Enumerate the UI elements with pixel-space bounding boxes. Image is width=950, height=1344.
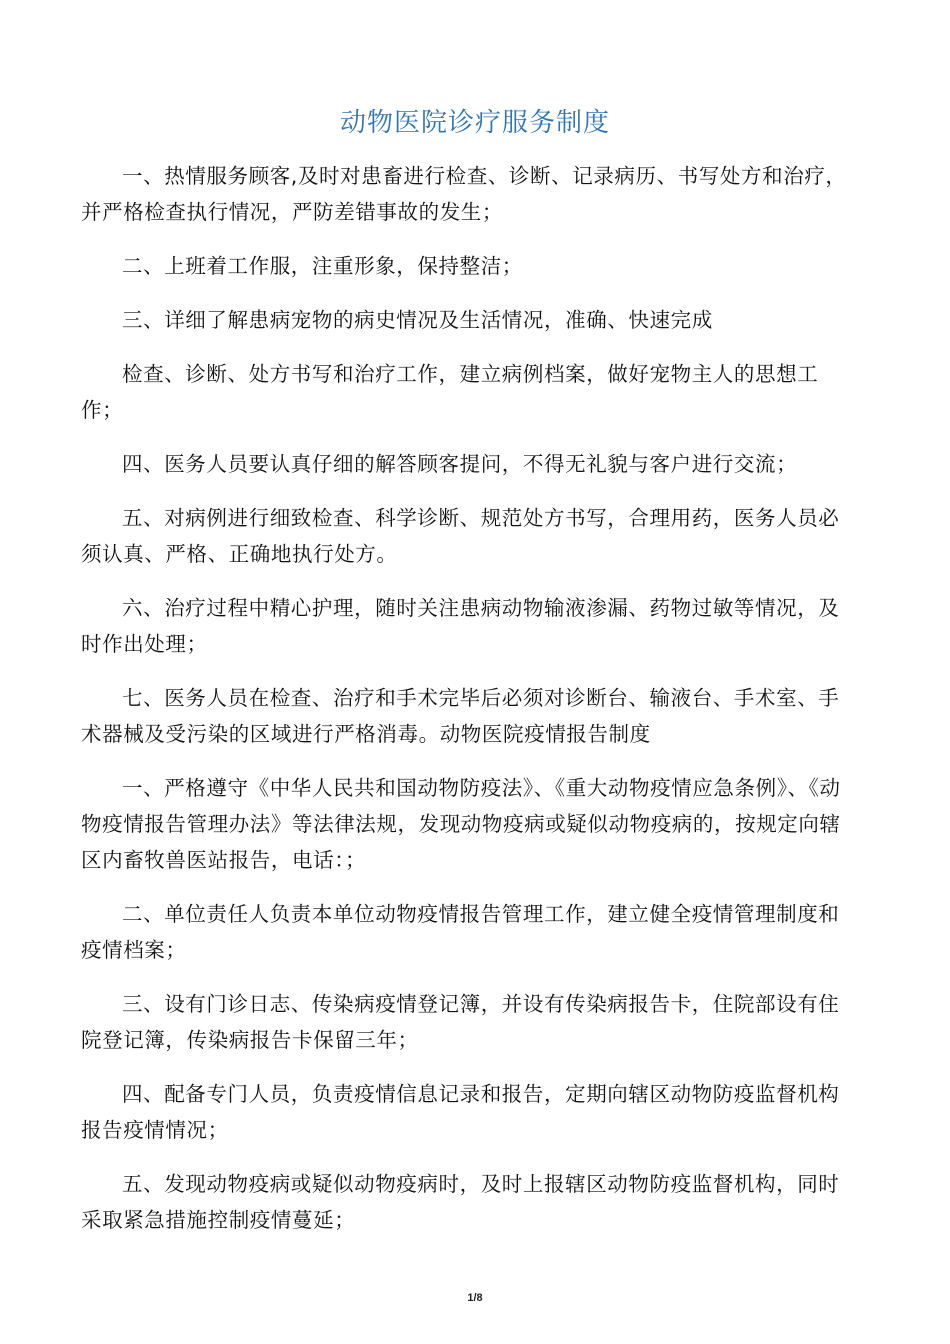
document-body [81,158,857,1256]
paragraph-report-4: 四、配备专门人员，负责疫情信息记录和报告，定期向辖区动物防疫监督机构报告疫情情况； [81,1082,840,1142]
paragraph-report-5: 五、发现动物疫病或疑似动物疫病时，及时上报辖区动物防疫监督机构，同时采取紧急措施控制疫情蔓延； [81,1172,840,1232]
paragraph-service-3: 三、详细了解患病宠物的病史情况及生活情况，准确、快速完成 [122,308,713,332]
paragraph-service-4: 四、医务人员要认真仔细的解答顾客提问，不得无礼貌与客户进行交流； [122,452,798,476]
paragraph-service-2: 二、上班着工作服，注重形象，保持整洁； [122,254,523,278]
paragraph-report-3: 三、设有门诊日志、传染病疫情登记簿，并设有传染病报告卡，住院部设有住院登记簿，传染病报告卡保留三年； [81,992,840,1052]
paragraph-service-5: 五、对病例进行细致检查、科学诊断、规范处方书写，合理用药，医务人员必须认真、严格、正确地执行处方。 [81,506,840,566]
paragraph-service-1: 一、热情服务顾客,及时对患畜进行检查、诊断、记录病历、书写处方和治疗，并严格检查执行情况，严防差错事故的发生； [81,164,847,224]
paragraph-service-7: 七、医务人员在检查、治疗和手术完毕后必须对诊断台、输液台、手术室、手术器械及受污染的区域进行严格消毒。动物医院疫情报告制度 [81,686,840,746]
paragraph-service-3-continued: 检查、诊断、处方书写和治疗工作，建立病例档案，做好宠物主人的思想工作； [81,362,819,422]
paragraph-report-2: 二、单位责任人负责本单位动物疫情报告管理工作，建立健全疫情管理制度和疫情档案； [81,902,840,962]
paragraph-report-1: 一、严格遵守《中华人民共和国动物防疫法》、《重大动物疫情应急条例》、《动物疫情报告管理办法》等法律法规，发现动物疫病或疑似动物疫病的，按规定向辖区内畜牧兽医站报告，电话：； [81,776,841,872]
paragraph-service-6: 六、治疗过程中精心护理，随时关注患病动物输液渗漏、药物过敏等情况，及时作出处理； [81,596,840,656]
document-title: 动物医院诊疗服务制度 [339,108,610,138]
page-number: 1/8 [467,1292,483,1304]
